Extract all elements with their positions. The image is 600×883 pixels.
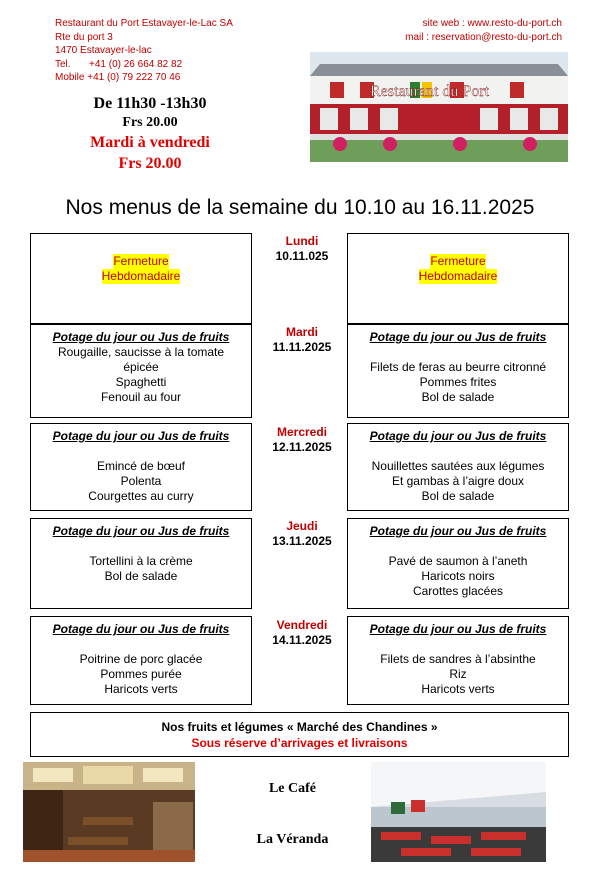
day-name: Jeudi xyxy=(286,519,318,533)
monday-menu-left xyxy=(30,233,252,324)
tuesday-menu-right xyxy=(347,324,569,418)
closed-label: Fermeture xyxy=(113,254,169,268)
menu-item: Tortellini à la crème xyxy=(89,554,193,568)
menu-item: Haricots noirs xyxy=(421,569,495,583)
market-banner xyxy=(30,712,569,757)
menu-item: Carottes glacées xyxy=(412,584,504,598)
menu-item: Spaghetti xyxy=(115,375,167,389)
menu-item: Bol de salade xyxy=(421,489,495,503)
tuesday-menu-left xyxy=(30,324,252,418)
closed-label: Fermeture xyxy=(430,254,486,268)
closed-label: Hebdomadaire xyxy=(418,269,498,283)
wednesday-menu-left xyxy=(30,423,252,511)
menu-item: Filets de feras au beurre citronné xyxy=(369,360,547,374)
day-friday xyxy=(257,618,347,648)
price-line-2: Frs 20.00 xyxy=(118,155,182,172)
menu-item: Bol de salade xyxy=(421,390,495,404)
menu-item: Courgettes au curry xyxy=(88,489,194,503)
menu-heading: Potage du jour ou Jus de fruits xyxy=(369,524,547,538)
day-date: 10.11.025 xyxy=(275,249,329,263)
veranda-label: La Véranda xyxy=(256,832,329,847)
city-address: 1470 Estavayer-le-lac xyxy=(55,45,152,56)
day-date: 13.11.2025 xyxy=(272,534,332,548)
monday-menu-right xyxy=(347,233,569,324)
menu-item: Emincé de bœuf xyxy=(96,459,186,473)
restaurant-name: Restaurant du Port Estavayer-le-Lac SA xyxy=(55,18,233,29)
day-date: 14.11.2025 xyxy=(272,633,332,647)
cafe-label: Le Café xyxy=(268,781,317,796)
menu-item: Pommes frites xyxy=(419,375,497,389)
menu-heading: Potage du jour ou Jus de fruits xyxy=(52,429,230,443)
service-days: Mardi à vendredi xyxy=(90,134,210,151)
menu-item: Rougaille, saucisse à la tomate xyxy=(57,345,225,359)
day-tuesday xyxy=(257,325,347,355)
page-title: Nos menus de la semaine du 10.10 au 16.11.2025 xyxy=(65,196,535,219)
day-date: 11.11.2025 xyxy=(272,340,332,354)
price-line-1: Frs 20.00 xyxy=(122,115,178,130)
menu-item: Fenouil au four xyxy=(100,390,182,404)
menu-item: Filets de sandres à l’absinthe xyxy=(380,652,536,666)
service-time: De 11h30 -13h30 xyxy=(93,95,207,112)
menu-item: Haricots verts xyxy=(104,682,178,696)
day-name: Lundi xyxy=(285,234,319,248)
phone-label: Tel. xyxy=(55,58,71,70)
menu-heading: Potage du jour ou Jus de fruits xyxy=(52,622,230,636)
menu-heading: Potage du jour ou Jus de fruits xyxy=(52,524,230,538)
menu-heading: Potage du jour ou Jus de fruits xyxy=(52,330,230,344)
friday-menu-left xyxy=(30,616,252,705)
phone-number[interactable]: +41 (0) 26 664 82 82 xyxy=(89,58,183,70)
day-name: Vendredi xyxy=(276,618,328,632)
building-illustration xyxy=(310,52,568,162)
day-thursday xyxy=(257,519,347,549)
thursday-menu-right xyxy=(347,518,569,609)
banner-line-1: Nos fruits et légumes « Marché des Chandines » xyxy=(161,720,438,734)
menu-item: Pommes purée xyxy=(100,667,182,681)
veranda-interior-photo xyxy=(371,762,546,862)
email-link[interactable]: mail : reservation@resto-du-port.ch xyxy=(405,32,562,43)
thursday-menu-left xyxy=(30,518,252,609)
banner-line-2: Sous réserve d’arrivages et livraisons xyxy=(191,736,408,750)
menu-item: Poitrine de porc glacée xyxy=(79,652,203,666)
cafe-illustration xyxy=(23,762,195,862)
menu-item: Haricots verts xyxy=(421,682,495,696)
website-link[interactable]: site web : www.resto-du-port.ch xyxy=(422,18,562,29)
friday-menu-right xyxy=(347,616,569,705)
menu-item: Polenta xyxy=(120,474,162,488)
street-address: Rte du port 3 xyxy=(55,31,113,43)
menu-item: Et gambas à l’aigre doux xyxy=(391,474,525,488)
opening-hours xyxy=(60,94,240,174)
contact-block xyxy=(55,17,233,85)
cafe-interior-photo xyxy=(23,762,195,862)
web-info xyxy=(405,17,562,45)
menu-heading: Potage du jour ou Jus de fruits xyxy=(369,622,547,636)
veranda-illustration xyxy=(371,762,546,862)
phone-row xyxy=(55,58,233,72)
menu-item: Riz xyxy=(449,667,467,681)
day-monday xyxy=(257,234,347,264)
mobile-number[interactable]: Mobile +41 (0) 79 222 70 46 xyxy=(55,72,181,83)
menu-item: Bol de salade xyxy=(104,569,178,583)
day-name: Mardi xyxy=(285,325,318,339)
day-date: 12.11.2025 xyxy=(272,440,332,454)
wednesday-menu-right xyxy=(347,423,569,511)
menu-heading: Potage du jour ou Jus de fruits xyxy=(369,429,547,443)
menu-item: épicée xyxy=(123,360,159,374)
menu-heading: Potage du jour ou Jus de fruits xyxy=(369,330,547,344)
restaurant-building-photo xyxy=(310,52,568,162)
day-name: Mercredi xyxy=(276,425,328,439)
menu-item: Pavé de saumon à l’aneth xyxy=(388,554,528,568)
building-sign: Restaurant du Port xyxy=(370,83,490,100)
menu-item: Nouillettes sautées aux légumes xyxy=(371,459,545,473)
day-wednesday xyxy=(257,425,347,455)
closed-label: Hebdomadaire xyxy=(101,269,181,283)
